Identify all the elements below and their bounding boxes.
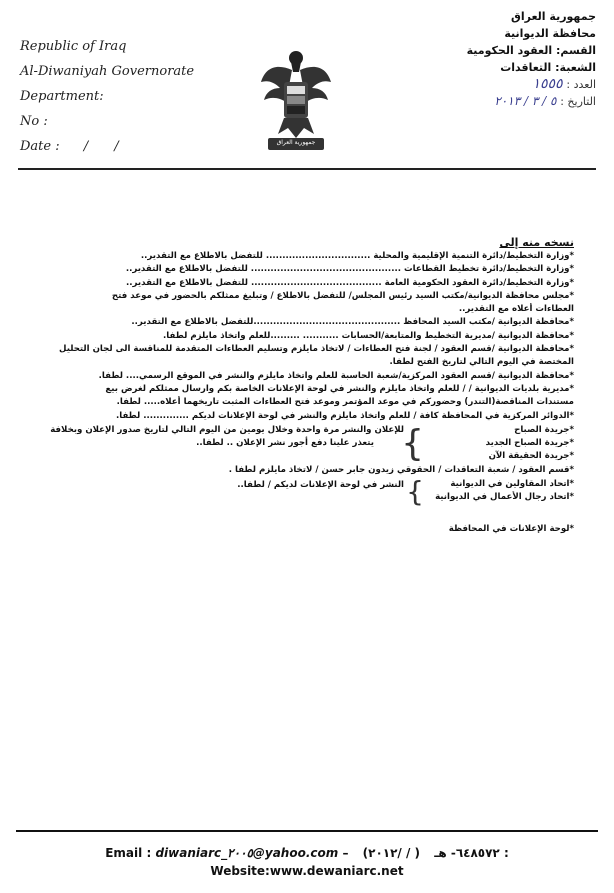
header-right-governorate: محافظة الديوانية xyxy=(504,27,596,40)
brace-icon: } xyxy=(401,422,424,464)
footer-website: Website:www.dewaniarc.net xyxy=(210,864,404,878)
footer-divider xyxy=(16,830,598,832)
unions-note: النشر في لوحة الإعلانات لديكم / لطفا.. xyxy=(237,480,404,491)
recipient-line: المختصة في اليوم التالي لتاريخ الفتح لطفا. xyxy=(389,357,574,368)
unions-list xyxy=(424,478,574,505)
iraq-eagle-emblem-icon xyxy=(258,42,334,152)
recipient-line: *مجلس محافظة الديوانية/مكتب السيد رئيس المجلس/ للتفضل بالاطلاع / وتبليغ ممثلكم بالحضور في موعد فتح xyxy=(111,290,574,301)
header-right-country: جمهورية العراق xyxy=(511,10,596,23)
recipient-line: *محافظة الديوانية /مديرية التخطيط والمتابعة/الحسابات ........... .........للعلم واتخاذ مايلزم لطفا. xyxy=(163,330,574,341)
newspaper-item: *جريدة الصباح الجديد xyxy=(485,438,574,449)
recipient-line: *وزارة التخطيط/دائرة العقود الحكومية العامة ........................................ للتفضل بالاطلاع مع التقدير.. xyxy=(126,277,574,288)
recipient-line: *الدوائر المركزية في المحافظة كافة / للعلم واتخاذ مايلزم والنشر في لوحة الإعلانات لديكم .............. لطفا. xyxy=(115,410,574,421)
header-left-date xyxy=(20,134,250,159)
newspapers-list xyxy=(424,424,574,464)
emblem-caption: جمهورية العراق xyxy=(276,139,316,146)
newspapers-note-2: يتعذر علينا دفع أجور نشر الإعلان .. لطفا.. xyxy=(196,437,374,448)
footer-year: (٢٠١٢/ / ) xyxy=(362,846,421,860)
header-left-country: Republic of Iraq xyxy=(20,39,127,54)
recipient-line: *وزارة التخطيط/دائرة التنمية الإقليمية والمحلية ................................ للتفضل بالاطلاع مع التقدير.. xyxy=(140,251,574,261)
header-right xyxy=(376,8,596,110)
copies-to-title: نسخه منه إلى xyxy=(499,236,574,249)
header-right-date xyxy=(376,93,596,110)
recipient-line: مستندات المناقصة(التندر) وحضوركم في موعد المؤتمر وموعد فتح العطاءات المثبت تاريخهما أعلاه..... لطفا. xyxy=(116,397,574,408)
brace-icon: } xyxy=(406,475,424,509)
footer-sep: – xyxy=(342,846,349,860)
unions-group xyxy=(22,475,574,509)
footer-email-label: Email : xyxy=(105,846,152,860)
newspaper-item: *جريدة الصباح xyxy=(514,424,574,435)
header-right-number xyxy=(376,76,596,93)
header-left-governorate: Al-Diwaniyah Governorate xyxy=(20,64,195,79)
header-left-number: No : xyxy=(20,114,48,129)
header-right-number-value: ١٥٥٥ xyxy=(532,76,563,92)
recipient-line: *وزارة التخطيط/دائرة تخطيط القطاعات .............................................. للتفضل بالاطلاع مع التقدير.. xyxy=(125,264,574,275)
copies-to-section xyxy=(22,236,574,536)
recipient-line: *محافظة الديوانية /قسم العقود المركزية/شعبة الحاسبة للعلم واتخاذ مايلزم والنشر في الموقع الرسمي.... لطفا. xyxy=(98,370,574,381)
recipient-line: *مديرية بلديات الديوانية / / للعلم واتخاذ مايلزم والنشر في لوحة الإعلانات الخاصة بكم وارسال ممثلكم لغرض بيع xyxy=(105,383,574,394)
header-right-date-value: ٥ / ٣ / ٢٠١٣ xyxy=(494,94,557,108)
header-left-date-label: Date : xyxy=(20,139,60,154)
header-right-date-label: التاريخ : xyxy=(560,95,596,108)
union-item: *اتحاد رجال الأعمال في الديوانية xyxy=(435,492,574,503)
footer-email-value: diwaniarc_٢٠٠٥@yahoo.com xyxy=(155,846,339,860)
header-left-date-sep1: / xyxy=(83,139,89,154)
newspaper-item: *جريدة الحقيقة الآن xyxy=(488,451,574,462)
union-item: *اتحاد المقاولين في الديوانية xyxy=(450,479,574,490)
newspapers-group xyxy=(22,424,574,464)
footer-phone-label: هـ : xyxy=(434,846,509,860)
header-right-number-label: العدد : xyxy=(566,78,596,91)
footer-contact-line xyxy=(0,846,614,860)
header-left xyxy=(20,34,250,159)
header-right-department: القسم: العقود الحكومية xyxy=(466,44,596,57)
header-left-date-sep2: / xyxy=(114,139,119,154)
newspapers-note: للإعلان والنشر مرة واحدة وخلال يومين من اليوم التالي لتاريخ صدور الإعلان وبخلافة xyxy=(50,424,404,435)
header-divider xyxy=(18,168,596,170)
footer xyxy=(0,846,614,878)
recipient-line: العطاءات أعلاه مع التقدير.. xyxy=(458,304,574,315)
footer-phone-value: ٦٤٨٥٧٢- xyxy=(450,846,500,860)
recipient-line: *لوحة الإعلانات في المحافظة xyxy=(448,523,574,534)
recipient-line: *محافظة الديوانية /قسم العقود / لجنة فتح العطاءات / لاتخاذ مايلزم وتسليم العطاءات المتقدمة للمناقسة الى لجان التحليل xyxy=(59,344,574,355)
header-right-section: الشعبة: التعاقدات xyxy=(500,61,596,74)
recipient-line: *محافظة الديوانية /مكتب السيد المحافظ .............................................للتفضل بالاطلاع مع التقدير.. xyxy=(131,317,574,328)
header-left-department: Department: xyxy=(20,89,104,104)
recipient-line: *قسم العقود / شعبة التعاقدات / الحقوقي زيدون جابر حسن / لاتخاذ مايلزم لطفا . xyxy=(228,464,574,475)
